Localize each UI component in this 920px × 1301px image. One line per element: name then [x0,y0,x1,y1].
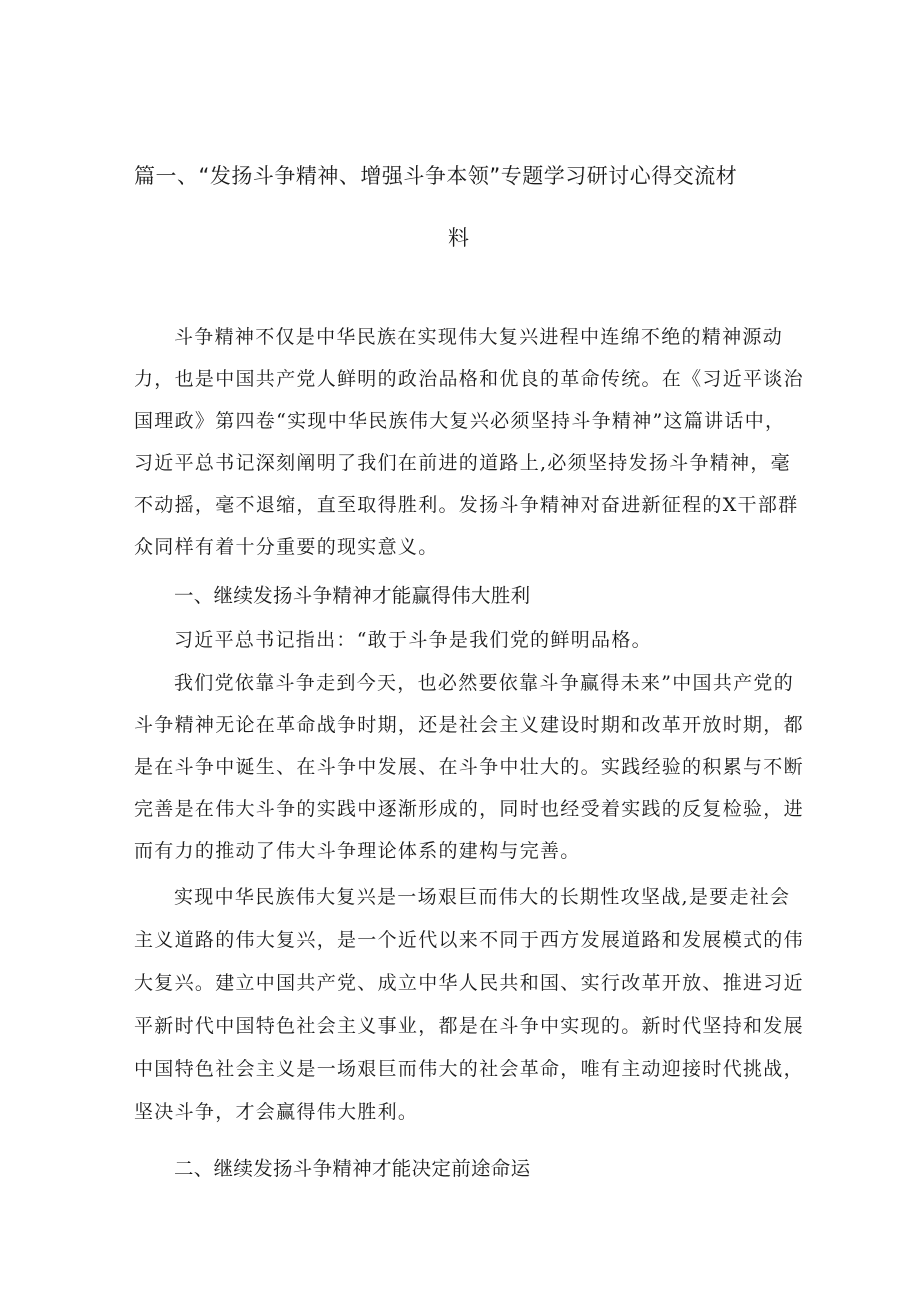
paragraph-4-line-3: 大复兴。建立中国共产党、成立中华人民共和国、实行改革开放、推进习近 [134,972,804,994]
paragraph-1-line-6: 众同样有着十分重要的现实意义。 [134,536,439,558]
paragraph-4-line-4: 平新时代中国特色社会主义事业，都是在斗争中实现的。新时代坚持和发展 [134,1015,804,1037]
paragraph-4-line-5: 中国特色社会主义是一场艰巨而伟大的社会革命，唯有主动迎接时代挑战， [134,1058,804,1080]
document-title-line-2: 料 [448,226,470,250]
paragraph-1-line-4: 习近平总书记深刻阐明了我们在前进的道路上,必须坚持发扬斗争精神，毫 [134,452,791,474]
paragraph-1-line-3: 国理政》第四卷“实现中华民族伟大复兴必须坚持斗争精神”这篇讲话中， [134,410,786,432]
paragraph-3-line-3: 是在斗争中诞生、在斗争中发展、在斗争中壮大的。实践经验的积累与不断 [134,756,804,778]
paragraph-4-line-6: 坚决斗争，才会赢得伟大胜利。 [134,1101,419,1123]
section-heading-2: 二、继续发扬斗争精神才能决定前途命运 [174,1157,531,1180]
paragraph-4-line-2: 主义道路的伟大复兴，是一个近代以来不同于西方发展道路和发展模式的伟 [134,929,804,951]
paragraph-1-line-2: 力，也是中国共产党人鲜明的政治品格和优良的革命传统。在《习近平谈治 [134,368,804,390]
paragraph-1-line-1: 斗争精神不仅是中华民族在实现伟大复兴进程中连绵不绝的精神源动 [174,326,784,348]
section-heading-1: 一、继续发扬斗争精神才能赢得伟大胜利 [174,584,531,607]
paragraph-3-line-4: 完善是在伟大斗争的实践中逐渐形成的，同时也经受着实践的反复检验，进 [134,798,804,820]
paragraph-3-line-2: 斗争精神无论在革命战争时期，还是社会主义建设时期和改革开放时期，都 [134,714,804,736]
paragraph-1-line-5: 不动摇，毫不退缩，直至取得胜利。发扬斗争精神对奋进新征程的X干部群 [134,494,799,516]
paragraph-4-line-1: 实现中华民族伟大复兴是一场艰巨而伟大的长期性攻坚战,是要走社会 [174,886,791,908]
paragraph-3-line-1: 我们党依靠斗争走到今天，也必然要依靠斗争赢得未来”中国共产党的 [174,672,795,694]
paragraph-2-line-1: 习近平总书记指出：“敢于斗争是我们党的鲜明品格。 [174,629,652,651]
paragraph-3-line-5: 而有力的推动了伟大斗争理论体系的建构与完善。 [134,840,581,862]
document-title-line-1: 篇一、“发扬斗争精神、增强斗争本领”专题学习研讨心得交流材 [134,164,738,188]
